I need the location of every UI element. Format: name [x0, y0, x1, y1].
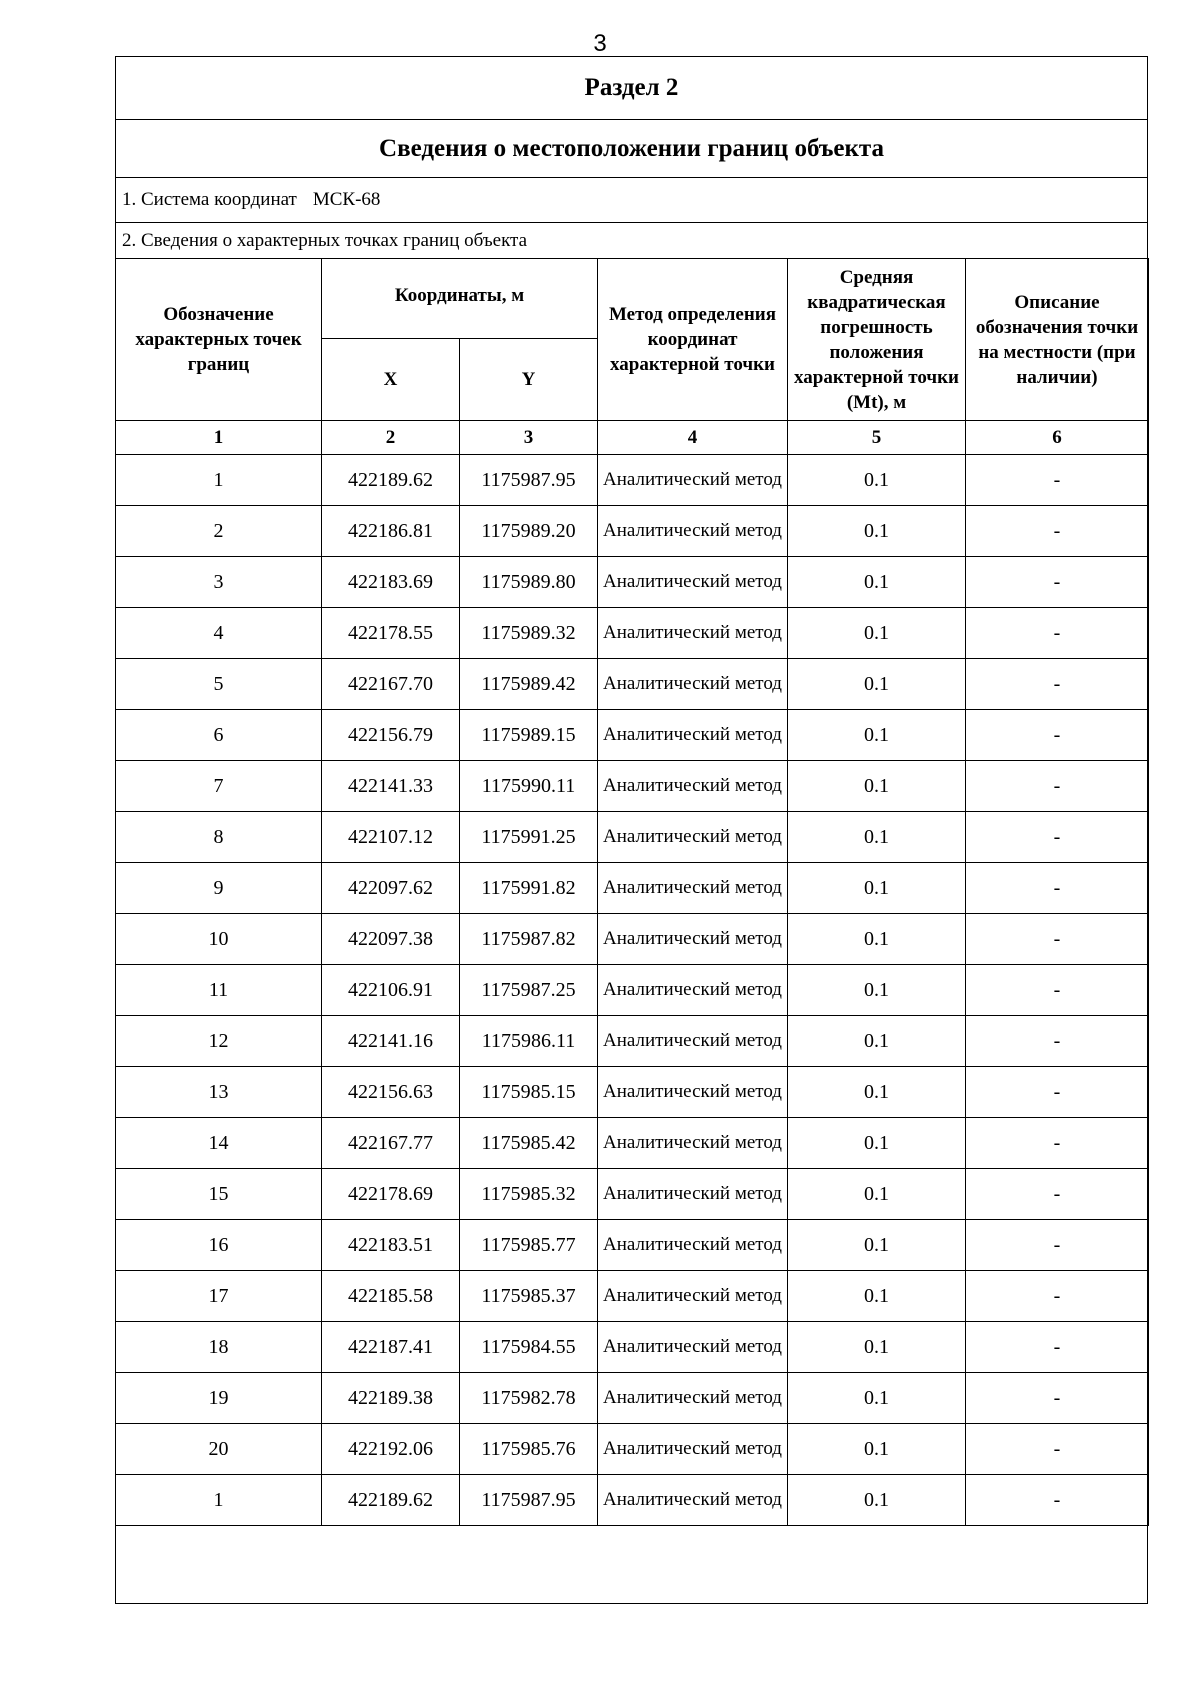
y-coordinate-cell: 1175987.82	[460, 914, 598, 965]
y-coordinate-cell: 1175990.11	[460, 761, 598, 812]
y-coordinate-cell: 1175989.80	[460, 557, 598, 608]
x-coordinate-cell: 422178.69	[322, 1169, 460, 1220]
points-heading: 2. Сведения о характерных точках границ объекта	[116, 223, 1147, 259]
mean-square-error-cell: 0.1	[788, 1118, 966, 1169]
table-row	[116, 863, 1149, 914]
method-cell: Аналитический метод	[598, 1169, 788, 1220]
method-cell: Аналитический метод	[598, 761, 788, 812]
point-number-cell: 14	[116, 1118, 322, 1169]
point-number-cell: 11	[116, 965, 322, 1016]
point-number-cell: 10	[116, 914, 322, 965]
method-cell: Аналитический метод	[598, 1322, 788, 1373]
x-coordinate-cell: 422167.70	[322, 659, 460, 710]
description-cell: -	[966, 1067, 1149, 1118]
description-cell: -	[966, 455, 1149, 506]
table-row	[116, 1373, 1149, 1424]
y-coordinate-cell: 1175987.95	[460, 1475, 598, 1526]
method-cell: Аналитический метод	[598, 965, 788, 1016]
column-number: 3	[460, 421, 598, 455]
point-number-cell: 12	[116, 1016, 322, 1067]
description-cell: -	[966, 557, 1149, 608]
method-cell: Аналитический метод	[598, 914, 788, 965]
table-row	[116, 557, 1149, 608]
method-cell: Аналитический метод	[598, 1424, 788, 1475]
mean-square-error-cell: 0.1	[788, 659, 966, 710]
document-title: Сведения о местоположении границ объекта	[116, 120, 1147, 178]
point-number-cell: 13	[116, 1067, 322, 1118]
point-number-cell: 7	[116, 761, 322, 812]
y-coordinate-cell: 1175985.37	[460, 1271, 598, 1322]
description-cell: -	[966, 659, 1149, 710]
description-cell: -	[966, 812, 1149, 863]
description-cell: -	[966, 1271, 1149, 1322]
x-coordinate-cell: 422156.63	[322, 1067, 460, 1118]
header-y: Y	[460, 339, 598, 421]
table-row	[116, 1424, 1149, 1475]
description-cell: -	[966, 1118, 1149, 1169]
table-row	[116, 965, 1149, 1016]
column-number: 5	[788, 421, 966, 455]
column-number: 6	[966, 421, 1149, 455]
x-coordinate-cell: 422192.06	[322, 1424, 460, 1475]
header-point-designation: Обозначение характерных точек границ	[116, 259, 322, 421]
x-coordinate-cell: 422141.16	[322, 1016, 460, 1067]
x-coordinate-cell: 422189.62	[322, 455, 460, 506]
description-cell: -	[966, 1169, 1149, 1220]
x-coordinate-cell: 422189.62	[322, 1475, 460, 1526]
method-cell: Аналитический метод	[598, 812, 788, 863]
y-coordinate-cell: 1175985.15	[460, 1067, 598, 1118]
y-coordinate-cell: 1175987.25	[460, 965, 598, 1016]
x-coordinate-cell: 422187.41	[322, 1322, 460, 1373]
description-cell: -	[966, 761, 1149, 812]
y-coordinate-cell: 1175987.95	[460, 455, 598, 506]
description-cell: -	[966, 506, 1149, 557]
point-number-cell: 16	[116, 1220, 322, 1271]
method-cell: Аналитический метод	[598, 557, 788, 608]
y-coordinate-cell: 1175985.42	[460, 1118, 598, 1169]
table-row	[116, 710, 1149, 761]
method-cell: Аналитический метод	[598, 506, 788, 557]
mean-square-error-cell: 0.1	[788, 1475, 966, 1526]
point-number-cell: 15	[116, 1169, 322, 1220]
point-number-cell: 5	[116, 659, 322, 710]
x-coordinate-cell: 422186.81	[322, 506, 460, 557]
method-cell: Аналитический метод	[598, 455, 788, 506]
y-coordinate-cell: 1175986.11	[460, 1016, 598, 1067]
page-number: 3	[593, 30, 607, 57]
y-coordinate-cell: 1175991.82	[460, 863, 598, 914]
method-cell: Аналитический метод	[598, 1475, 788, 1526]
x-coordinate-cell: 422167.77	[322, 1118, 460, 1169]
description-cell: -	[966, 1016, 1149, 1067]
mean-square-error-cell: 0.1	[788, 812, 966, 863]
point-number-cell: 6	[116, 710, 322, 761]
table-row	[116, 1271, 1149, 1322]
y-coordinate-cell: 1175985.32	[460, 1169, 598, 1220]
y-coordinate-cell: 1175985.77	[460, 1220, 598, 1271]
table-row	[116, 659, 1149, 710]
description-cell: -	[966, 1373, 1149, 1424]
description-cell: -	[966, 1220, 1149, 1271]
column-number: 4	[598, 421, 788, 455]
column-number: 2	[322, 421, 460, 455]
boundary-points-table	[115, 258, 1149, 1526]
point-number-cell: 1	[116, 1475, 322, 1526]
document-frame	[115, 56, 1148, 1604]
mean-square-error-cell: 0.1	[788, 914, 966, 965]
method-cell: Аналитический метод	[598, 608, 788, 659]
header-mean-square-error: Средняя квадратическая погрешность положения характерной точки (Mt), м	[788, 259, 966, 421]
table-row	[116, 608, 1149, 659]
coordinate-system-value: МСК-68	[312, 189, 381, 210]
point-number-cell: 1	[116, 455, 322, 506]
method-cell: Аналитический метод	[598, 1118, 788, 1169]
method-cell: Аналитический метод	[598, 710, 788, 761]
y-coordinate-cell: 1175989.42	[460, 659, 598, 710]
point-number-cell: 8	[116, 812, 322, 863]
description-cell: -	[966, 710, 1149, 761]
x-coordinate-cell: 422183.51	[322, 1220, 460, 1271]
mean-square-error-cell: 0.1	[788, 455, 966, 506]
x-coordinate-cell: 422178.55	[322, 608, 460, 659]
y-coordinate-cell: 1175982.78	[460, 1373, 598, 1424]
header-description: Описание обозначения точки на местности (при наличии)	[966, 259, 1149, 421]
point-number-cell: 3	[116, 557, 322, 608]
table-row	[116, 1067, 1149, 1118]
point-number-cell: 2	[116, 506, 322, 557]
method-cell: Аналитический метод	[598, 1271, 788, 1322]
method-cell: Аналитический метод	[598, 1220, 788, 1271]
table-row	[116, 761, 1149, 812]
description-cell: -	[966, 1322, 1149, 1373]
table-row	[116, 1169, 1149, 1220]
mean-square-error-cell: 0.1	[788, 1424, 966, 1475]
mean-square-error-cell: 0.1	[788, 965, 966, 1016]
table-row	[116, 812, 1149, 863]
mean-square-error-cell: 0.1	[788, 1322, 966, 1373]
header-method: Метод определения координат характерной точки	[598, 259, 788, 421]
table-row	[116, 455, 1149, 506]
x-coordinate-cell: 422097.38	[322, 914, 460, 965]
coordinate-system-line	[116, 178, 1147, 223]
column-numbers-row	[116, 421, 1149, 455]
description-cell: -	[966, 1424, 1149, 1475]
x-coordinate-cell: 422156.79	[322, 710, 460, 761]
mean-square-error-cell: 0.1	[788, 608, 966, 659]
x-coordinate-cell: 422189.38	[322, 1373, 460, 1424]
point-number-cell: 17	[116, 1271, 322, 1322]
section-title: Раздел 2	[116, 57, 1147, 120]
description-cell: -	[966, 863, 1149, 914]
mean-square-error-cell: 0.1	[788, 1169, 966, 1220]
table-row	[116, 914, 1149, 965]
mean-square-error-cell: 0.1	[788, 863, 966, 914]
mean-square-error-cell: 0.1	[788, 1067, 966, 1118]
x-coordinate-cell: 422106.91	[322, 965, 460, 1016]
header-x: X	[322, 339, 460, 421]
x-coordinate-cell: 422141.33	[322, 761, 460, 812]
header-coordinates: Координаты, м	[322, 259, 598, 339]
coordinate-system-label: 1. Система координат	[122, 189, 297, 210]
description-cell: -	[966, 608, 1149, 659]
method-cell: Аналитический метод	[598, 1016, 788, 1067]
method-cell: Аналитический метод	[598, 863, 788, 914]
description-cell: -	[966, 914, 1149, 965]
mean-square-error-cell: 0.1	[788, 557, 966, 608]
y-coordinate-cell: 1175989.20	[460, 506, 598, 557]
mean-square-error-cell: 0.1	[788, 1220, 966, 1271]
mean-square-error-cell: 0.1	[788, 710, 966, 761]
mean-square-error-cell: 0.1	[788, 1016, 966, 1067]
table-row	[116, 1322, 1149, 1373]
table-row	[116, 1220, 1149, 1271]
x-coordinate-cell: 422107.12	[322, 812, 460, 863]
x-coordinate-cell: 422185.58	[322, 1271, 460, 1322]
point-number-cell: 18	[116, 1322, 322, 1373]
y-coordinate-cell: 1175985.76	[460, 1424, 598, 1475]
mean-square-error-cell: 0.1	[788, 1373, 966, 1424]
method-cell: Аналитический метод	[598, 1373, 788, 1424]
table-row	[116, 506, 1149, 557]
method-cell: Аналитический метод	[598, 659, 788, 710]
method-cell: Аналитический метод	[598, 1067, 788, 1118]
y-coordinate-cell: 1175989.32	[460, 608, 598, 659]
description-cell: -	[966, 1475, 1149, 1526]
table-row	[116, 1016, 1149, 1067]
mean-square-error-cell: 0.1	[788, 506, 966, 557]
y-coordinate-cell: 1175989.15	[460, 710, 598, 761]
point-number-cell: 20	[116, 1424, 322, 1475]
table-row	[116, 1118, 1149, 1169]
point-number-cell: 4	[116, 608, 322, 659]
point-number-cell: 9	[116, 863, 322, 914]
point-number-cell: 19	[116, 1373, 322, 1424]
mean-square-error-cell: 0.1	[788, 761, 966, 812]
column-number: 1	[116, 421, 322, 455]
mean-square-error-cell: 0.1	[788, 1271, 966, 1322]
table-row	[116, 1475, 1149, 1526]
description-cell: -	[966, 965, 1149, 1016]
x-coordinate-cell: 422097.62	[322, 863, 460, 914]
y-coordinate-cell: 1175991.25	[460, 812, 598, 863]
y-coordinate-cell: 1175984.55	[460, 1322, 598, 1373]
x-coordinate-cell: 422183.69	[322, 557, 460, 608]
